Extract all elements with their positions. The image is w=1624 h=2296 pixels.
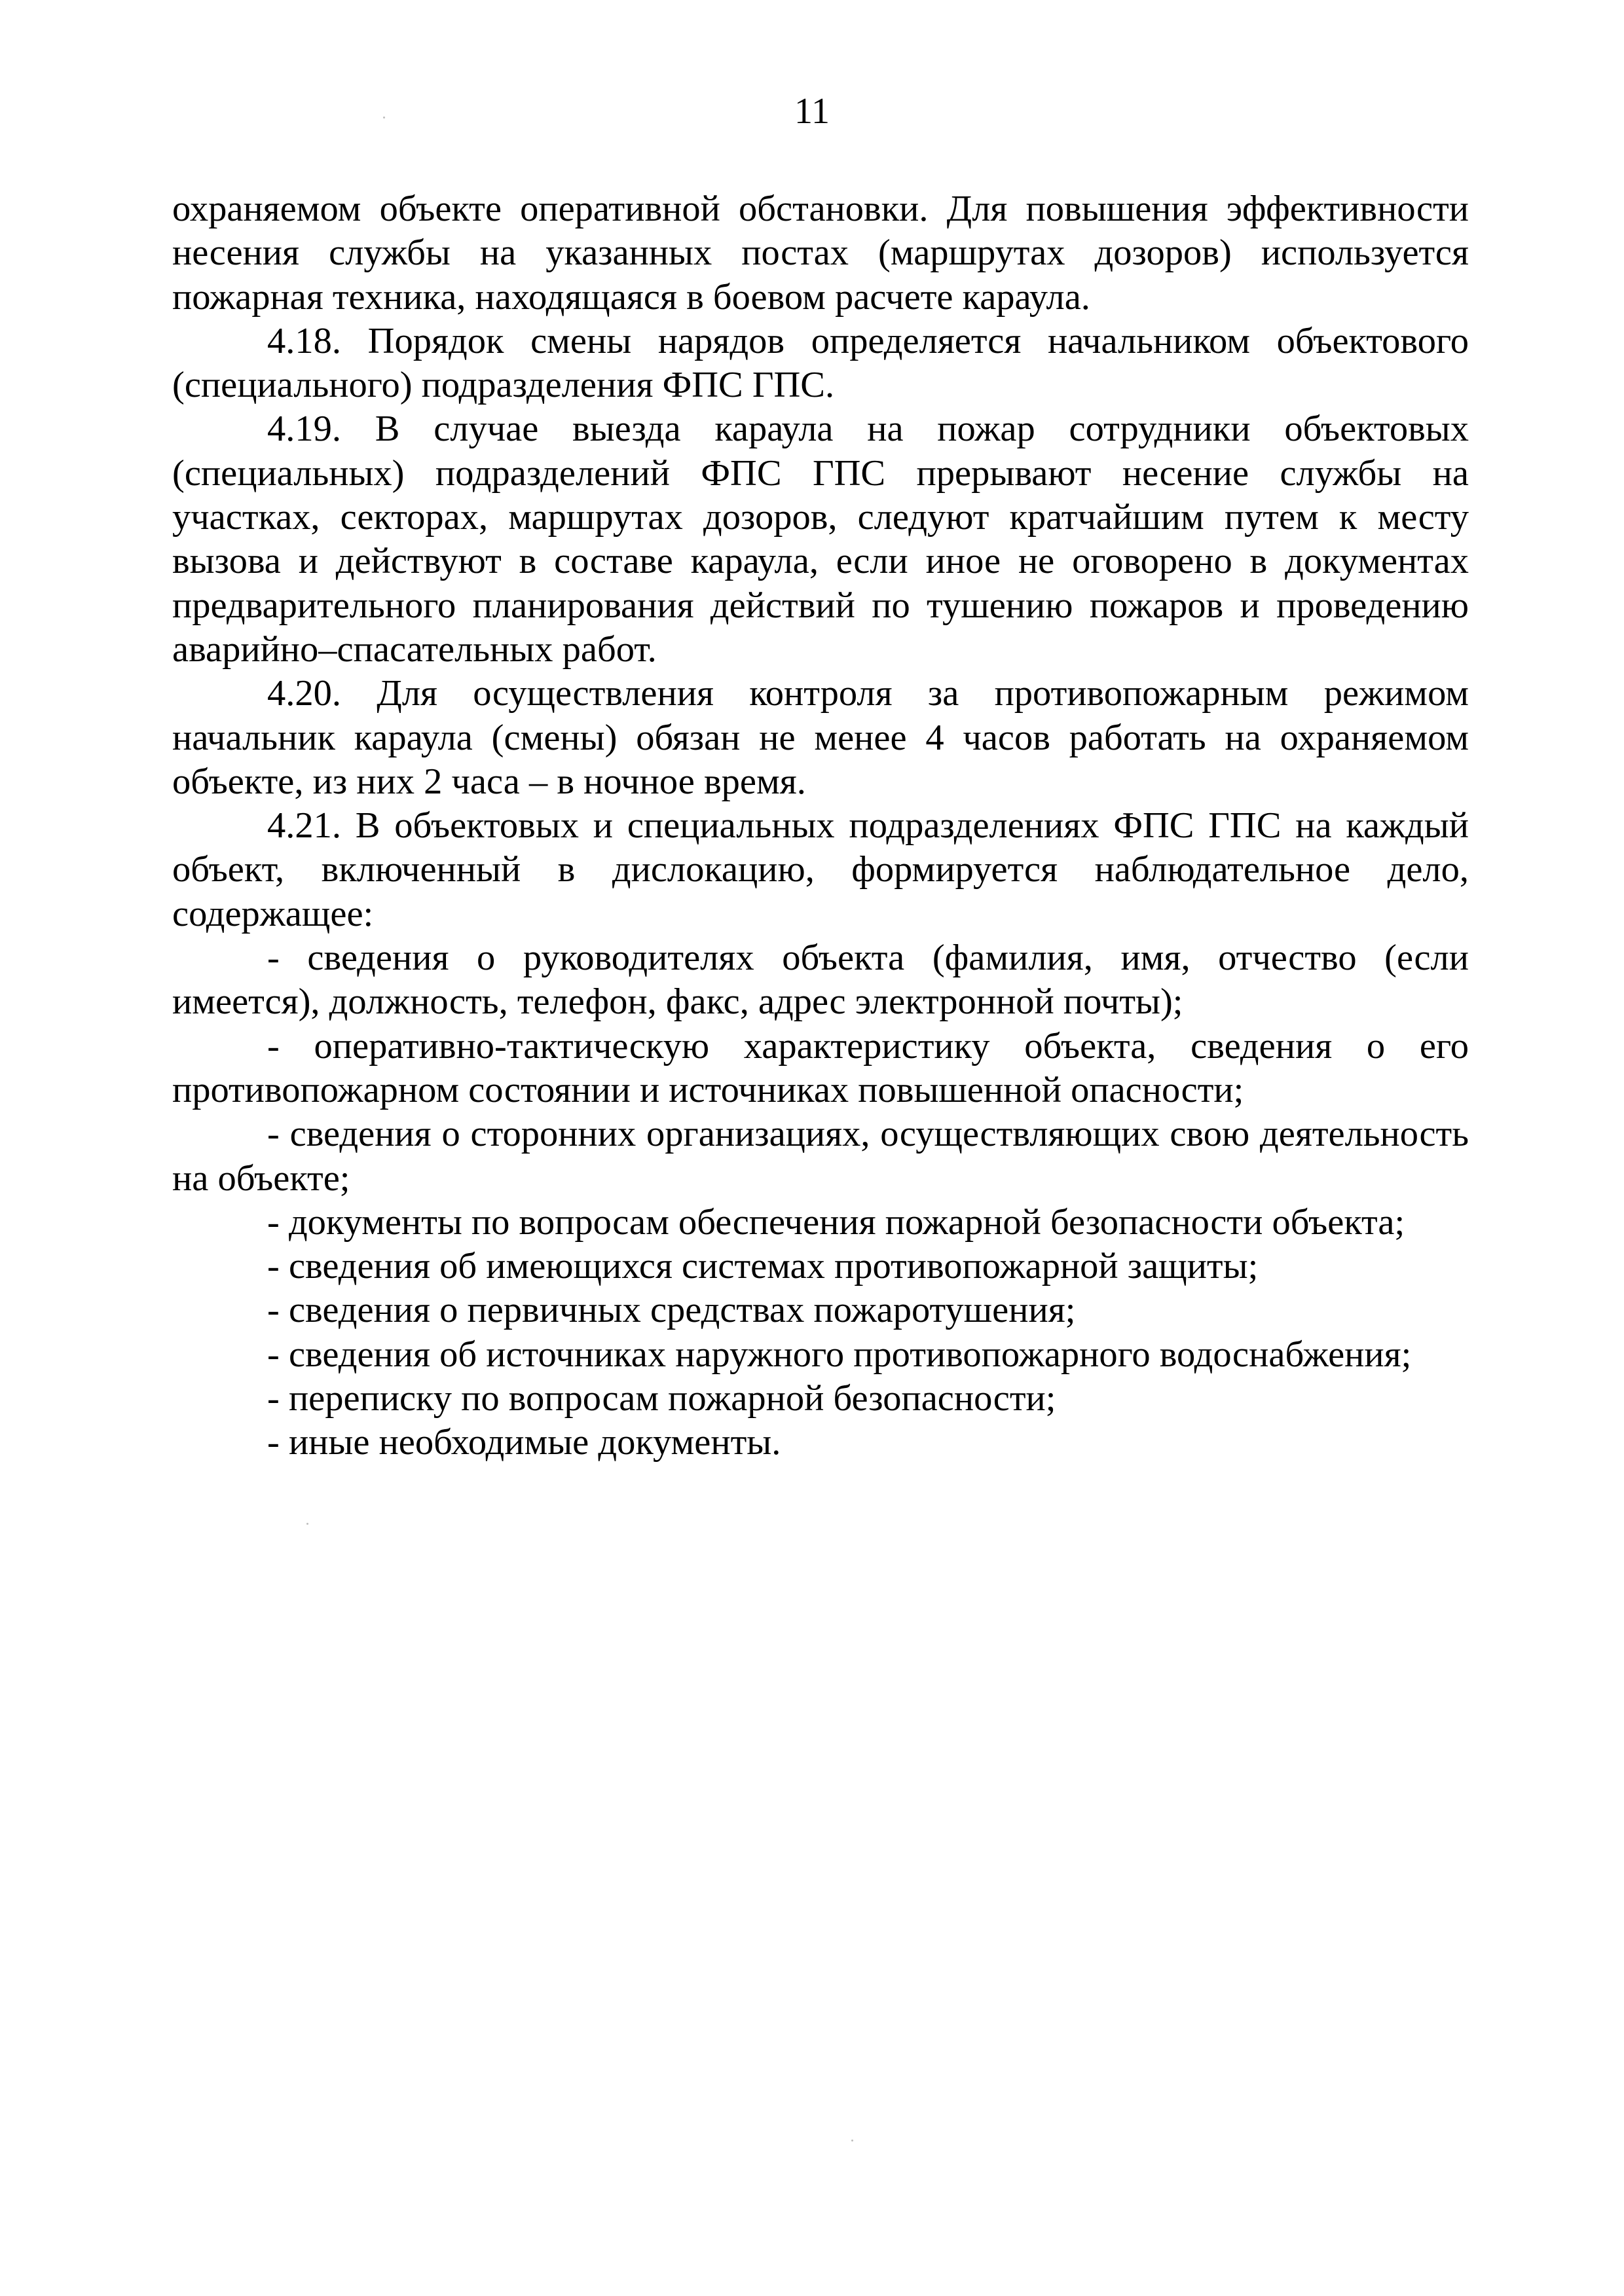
list-item: - сведения о первичных средствах пожаротушения; — [267, 1290, 1076, 1331]
scan-speck — [851, 2140, 853, 2141]
list-item: - документы по вопросам обеспечения пожарной безопасности объекта; — [267, 1201, 1405, 1243]
list-item: - сведения о сторонних организациях, осуществляющих свою деятельность на объекте; — [172, 1114, 1469, 1199]
document-body — [172, 187, 1469, 1465]
page-number: 11 — [794, 91, 830, 132]
list-item: - сведения об источниках наружного противопожарного водоснабжения; — [267, 1334, 1412, 1375]
paragraph-continuation: охраняемом объекте оперативной обстановки. Для повышения эффективности несения службы на указанных постах (маршрутах дозоров) используется пожарная техника, находящаяся в боевом расчете караула. — [172, 189, 1469, 318]
paragraph-4-18: 4.18. Порядок смены нарядов определяется начальником объектового (специального) подразделения ФПС ГПС. — [172, 320, 1469, 406]
list-item: - переписку по вопросам пожарной безопасности; — [267, 1378, 1056, 1419]
list-item: - иные необходимые документы. — [267, 1422, 781, 1463]
scan-speck — [306, 1523, 308, 1525]
list-item: - сведения об имеющихся системах противопожарной защиты; — [267, 1246, 1259, 1287]
list-item: - сведения о руководителях объекта (фамилия, имя, отчество (если имеется), должность, телефон, факс, адрес электронной почты); — [172, 938, 1469, 1023]
list-item: - оперативно-тактическую характеристику объекта, сведения о его противопожарном состоянии и источниках повышенной опасности; — [172, 1025, 1469, 1110]
paragraph-4-19: 4.19. В случае выезда караула на пожар сотрудники объектовых (специальных) подразделений ФПС ГПС прерывают несение службы на участках, секторах, маршрутах дозоров, следуют кратчайшим путем к месту вызова и действуют в составе караула, если иное не оговорено в документах предварительного планирования действий по тушению пожаров и проведению аварийно–спасательных работ. — [172, 409, 1469, 670]
paragraph-4-20: 4.20. Для осуществления контроля за противопожарным режимом начальник караула (смены) обязан не менее 4 часов работать на охраняемом объекте, из них 2 часа – в ночное время. — [172, 673, 1469, 802]
scan-speck — [383, 117, 385, 118]
paragraph-4-21: 4.21. В объектовых и специальных подразделениях ФПС ГПС на каждый объект, включенный в дислокацию, формируется наблюдательное дело, содержащее: — [172, 805, 1469, 934]
